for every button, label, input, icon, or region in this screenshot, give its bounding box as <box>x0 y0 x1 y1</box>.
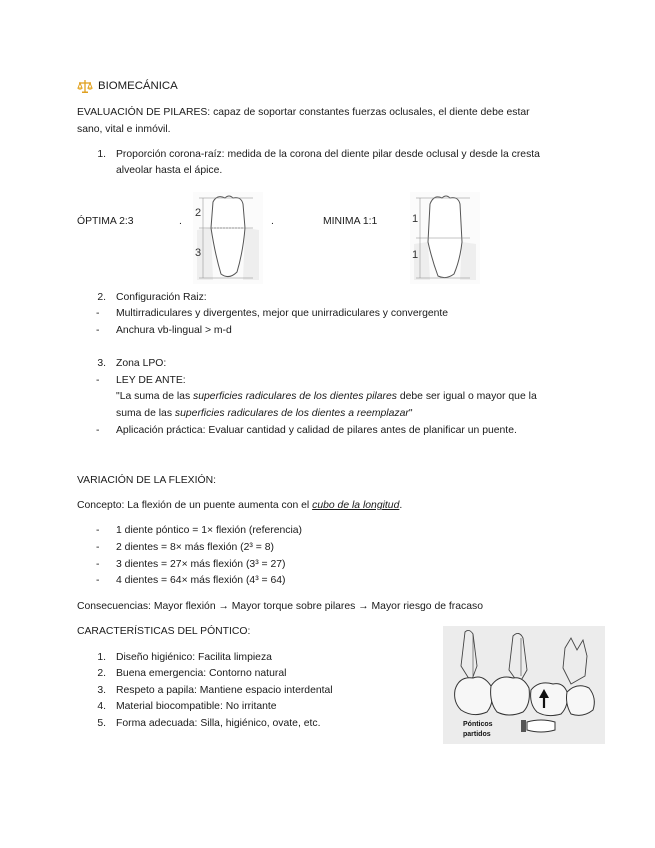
pontic-item-2-number: 2. <box>97 668 106 679</box>
item-1-number: 1. <box>97 149 106 160</box>
tooth-minimal-figure <box>410 192 480 284</box>
bullet-dash: - <box>96 308 100 319</box>
fig-optimal-label-crown: 2 <box>195 207 202 219</box>
bullet-dash: - <box>96 525 100 536</box>
flexion-consequences: Consecuencias: Mayor flexión → Mayor torque sobre pilares → Mayor riesgo de fracaso <box>77 601 483 612</box>
pontic-item-5-text: Forma adecuada: Silla, higiénico, ovate, etc. <box>116 718 321 729</box>
bullet-dash: - <box>96 325 100 336</box>
flexion-bullet-2: 2 dientes = 8× más flexión (2³ = 8) <box>116 542 274 553</box>
pontic-item-5-number: 5. <box>97 718 106 729</box>
section-title <box>77 78 178 95</box>
flexion-concept: Concepto: La flexión de un puente aumenta con el cubo de la longitud. <box>77 500 403 511</box>
flexion-bullet-1: 1 diente póntico = 1× flexión (referencia) <box>116 525 302 536</box>
item-2-number: 2. <box>97 292 106 303</box>
pontic-item-4-text: Material biocompatible: No irritante <box>116 701 277 712</box>
pontic-figure <box>443 626 605 744</box>
intro-line-2: sano, vital e inmóvil. <box>77 124 171 135</box>
law-quote-line-2: suma de las superficies radiculares de los dientes a reemplazar" <box>116 408 413 419</box>
fig-optimal-label-root: 3 <box>195 247 202 259</box>
intro-line-1: EVALUACIÓN DE PILARES: capaz de soportar constantes fuerzas oclusales, el diente debe estar <box>77 107 530 118</box>
fig-minimal-label-crown: 1 <box>412 213 419 225</box>
flexion-bullet-3: 3 dientes = 27× más flexión (3³ = 27) <box>116 559 286 570</box>
item-2-bullet-1: Multirradiculares y divergentes, mejor que unirradiculares y convergente <box>116 308 449 319</box>
bullet-dash: - <box>96 542 100 553</box>
pontic-item-2-text: Buena emergencia: Contorno natural <box>116 668 287 679</box>
ratio-dot-2: . <box>271 216 274 227</box>
item-2-bullet-2: Anchura vb-lingual > m-d <box>116 325 232 336</box>
flexion-bullet-4: 4 dientes = 64× más flexión (4³ = 64) <box>116 575 286 586</box>
item-3-number: 3. <box>97 358 106 369</box>
pontic-heading: CARACTERÍSTICAS DEL PÓNTICO: <box>77 626 251 637</box>
pontic-item-1-text: Diseño higiénico: Facilita limpieza <box>116 652 272 663</box>
bullet-dash: - <box>96 559 100 570</box>
bullet-dash: - <box>96 375 100 386</box>
tooth-optimal-figure <box>193 192 263 284</box>
bullet-dash: - <box>96 575 100 586</box>
pontic-item-4-number: 4. <box>97 701 106 712</box>
item-1-line-2: alveolar hasta el ápice. <box>116 165 223 176</box>
ratio-minimal: MINIMA 1:1 <box>323 216 378 227</box>
ratio-dot-1: . <box>179 216 182 227</box>
law-quote-line-1: "La suma de las superficies radiculares de los dientes pilares debe ser igual o mayor que la <box>116 391 537 402</box>
item-1-line-1: Proporción corona-raíz: medida de la corona del diente pilar desde oclusal y desde la cresta <box>116 149 540 160</box>
item-3-title: Zona LPO: <box>116 358 167 369</box>
pontic-item-1-number: 1. <box>97 652 106 663</box>
pontic-figure-caption-2: partidos <box>463 731 491 738</box>
ratio-optimal: ÓPTIMA 2:3 <box>77 216 134 227</box>
pontic-item-3-number: 3. <box>97 685 106 696</box>
balance-scale-icon <box>77 78 93 94</box>
title-text: BIOMECÁNICA <box>98 80 178 92</box>
application-text: Aplicación práctica: Evaluar cantidad y calidad de pilares antes de planificar un puente. <box>116 425 517 436</box>
pontic-figure-caption-1: Pónticos <box>463 721 493 728</box>
bullet-dash: - <box>96 425 100 436</box>
fig-minimal-label-root: 1 <box>412 249 419 261</box>
item-2-title: Configuración Raiz: <box>116 292 207 303</box>
pontic-item-3-text: Respeto a papila: Mantiene espacio interdental <box>116 685 333 696</box>
law-title: LEY DE ANTE: <box>116 375 186 386</box>
flexion-heading: VARIACIÓN DE LA FLEXIÓN: <box>77 475 216 486</box>
